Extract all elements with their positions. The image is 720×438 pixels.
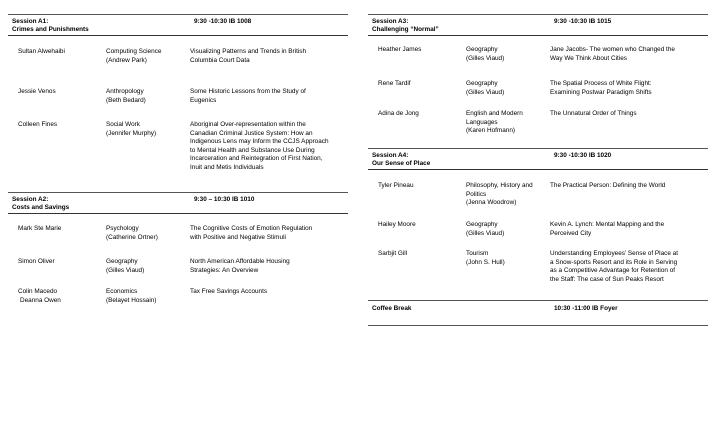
- department: Geography (Gilles Viaud): [106, 258, 186, 275]
- speaker-name: Heather James: [378, 46, 422, 53]
- faculty-supervisor: (Beth Bedard): [106, 96, 146, 104]
- department: Tourism (John S. Hull): [466, 250, 546, 267]
- faculty-supervisor: (Jennifer Murphy): [106, 129, 157, 137]
- talk-title: The Cognitive Costs of Emotion Regulation with Positive and Negative Stimuli: [190, 225, 313, 241]
- divider: [368, 35, 708, 36]
- department: Geography (Gilles Viaud): [466, 80, 546, 97]
- talk-title: North American Affordable Housing Strategies: An Overview: [190, 258, 290, 274]
- department: Psychology (Catherine Ortner): [106, 225, 186, 242]
- divider: [368, 325, 708, 326]
- speaker-name: Sultan Alwehaibi: [18, 48, 65, 55]
- talk-title: The Unnatural Order of Things: [550, 110, 637, 117]
- coffee-break: [368, 300, 708, 326]
- session-time-room: 9:30 – 10:30 IB 1010: [194, 196, 255, 203]
- session-id: Session A4:: [372, 152, 409, 159]
- session-theme: Costs and Savings: [12, 204, 70, 211]
- faculty-supervisor: (Gilles Viaud): [466, 54, 505, 62]
- talk-title: Understanding Employees’ Sense of Place at a Snow-sports Resort and its Role in Serving as a Competitive Advantage for Retention of the Staff: The case of Sun Peaks Resort: [550, 250, 679, 283]
- faculty-supervisor: (Gilles Viaud): [466, 229, 505, 237]
- faculty-supervisor: (John S. Hull): [466, 258, 505, 266]
- department: Philosophy, History and Politics (Jenna Woodrow): [466, 182, 538, 208]
- talk-title: The Spatial Process of White Flight: Examining Postwar Paradigm Shifts: [550, 80, 652, 96]
- talk-title: Visualizing Patterns and Trends in British Columbia Court Data: [190, 48, 307, 64]
- speaker-name: Colleen Fines: [18, 121, 58, 128]
- session-header: [8, 14, 348, 36]
- divider: [8, 213, 348, 214]
- session-time-room: 9:30 -10:30 IB 1015: [554, 18, 612, 25]
- session-id: Session A1:: [12, 18, 49, 25]
- session-time-room: 9:30 -10:30 IB 1008: [194, 18, 252, 25]
- speaker-name: Jessie Venos: [18, 88, 56, 95]
- faculty-supervisor: (Gilles Viaud): [106, 266, 145, 274]
- faculty-supervisor: (Jenna Woodrow): [466, 199, 517, 207]
- session-a2: [8, 192, 348, 304]
- divider: [368, 14, 708, 15]
- session-a4: [368, 148, 708, 283]
- talk-title: Tax Free Savings Accounts: [190, 288, 268, 295]
- faculty-supervisor: (Catherine Ortner): [106, 233, 158, 241]
- divider: [8, 192, 348, 193]
- talk-title: Kevin A. Lynch: Mental Mapping and the Perceived City: [550, 221, 665, 237]
- speaker-name: Simon Oliver: [18, 258, 55, 265]
- session-id: Session A3:: [372, 18, 409, 25]
- talk-title: Aboriginal Over-representation within the Canadian Criminal Justice System: How an Indigenous Lens may Inform the CCJS Approach to Mental Health and Substance Use During Incarceration and Reintegration of First Nation, Inuit and Metis Individuals: [190, 121, 329, 171]
- speaker-name: Hailey Moore: [378, 221, 416, 228]
- talk-title: Some Historic Lessons from the Study of Eugenics: [190, 88, 306, 104]
- faculty-supervisor: (Gilles Viaud): [466, 88, 505, 96]
- speaker-name: Sarbjit Gill: [378, 250, 408, 257]
- coffee-break-time-room: 10:30 -11:00 IB Foyer: [554, 305, 618, 312]
- department: English and Modern Languages (Karen Hofmann): [466, 110, 538, 136]
- department: Computing Science (Andrew Park): [106, 48, 186, 65]
- faculty-supervisor: (Andrew Park): [106, 56, 147, 64]
- speaker-name: Adina de Jong: [378, 110, 419, 117]
- department: Geography (Gilles Viaud): [466, 46, 546, 63]
- session-a1: [8, 14, 348, 171]
- coffee-break-label: Coffee Break: [372, 305, 412, 312]
- divider: [8, 35, 348, 36]
- faculty-supervisor: (Belayet Hossain): [106, 296, 157, 304]
- session-theme: Our Sense of Place: [372, 160, 431, 167]
- divider: [368, 148, 708, 149]
- department: Anthropology (Beth Bedard): [106, 88, 186, 105]
- session-a3: [368, 14, 708, 135]
- department: Geography (Gilles Viaud): [466, 221, 546, 238]
- speaker-name: Tyler Pineau: [378, 182, 414, 189]
- talk-title: The Practical Person: Defining the World: [550, 182, 666, 189]
- divider: [8, 14, 348, 15]
- session-time-room: 9:30 -10:30 IB 1020: [554, 152, 612, 159]
- session-header: [8, 192, 348, 214]
- speaker-name: Colin Macedo Deanna Owen: [18, 288, 61, 304]
- speaker-name: Mark Ste Marie: [18, 225, 62, 232]
- divider: [368, 169, 708, 170]
- speaker-name: Rene Tardif: [378, 80, 411, 87]
- divider: [368, 300, 708, 301]
- session-theme: Challenging “Normal”: [372, 26, 439, 33]
- session-theme: Crimes and Punishments: [12, 26, 89, 33]
- department: Economics (Belayet Hossain): [106, 288, 186, 305]
- session-id: Session A2:: [12, 196, 49, 203]
- faculty-supervisor: (Karen Hofmann): [466, 127, 516, 135]
- session-header: [368, 14, 708, 36]
- session-header: [368, 148, 708, 170]
- department: Social Work (Jennifer Murphy): [106, 121, 186, 138]
- talk-title: Jane Jacobs- The women who Changed the Way We Think About Cities: [550, 46, 675, 62]
